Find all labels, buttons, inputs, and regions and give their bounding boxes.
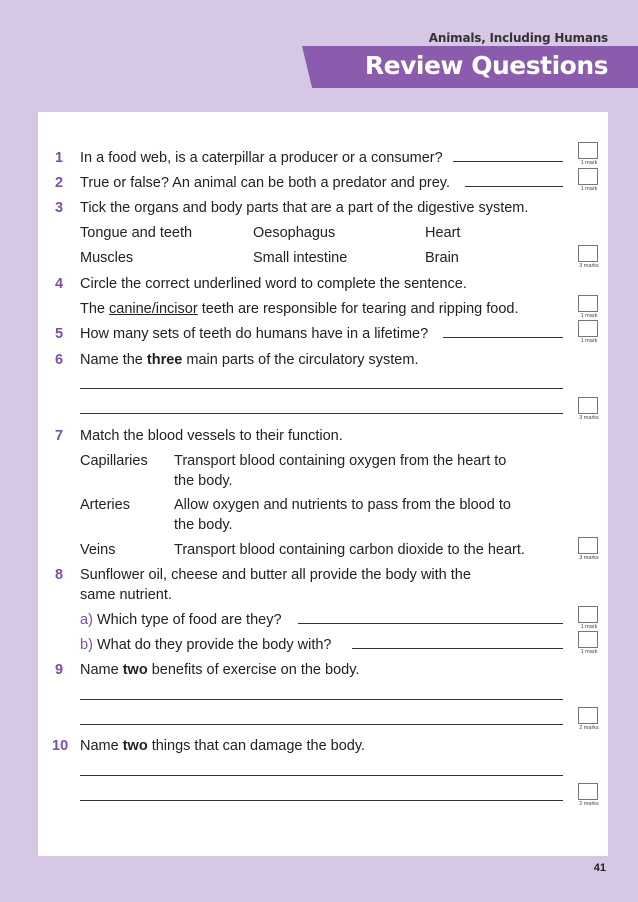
sub-question-a <box>80 611 282 629</box>
question-text: True or false? An animal can be both a predator and prey. <box>80 175 450 191</box>
vessel-arteries[interactable]: Arteries <box>80 497 130 513</box>
question-text: Tick the organs and body parts that are a part of the digestive system. <box>80 200 529 216</box>
question-number: 6 <box>55 352 64 368</box>
answer-line[interactable] <box>298 623 563 624</box>
answer-line[interactable] <box>453 161 563 162</box>
question-number: 8 <box>55 567 64 583</box>
page-number: 41 <box>593 862 606 874</box>
sub-label-b: b) <box>80 637 93 653</box>
question-text <box>80 351 418 369</box>
question-text <box>80 661 359 679</box>
question-text: Match the blood vessels to their function. <box>80 428 343 444</box>
mark-label: 3 marks <box>579 263 599 269</box>
mark-label: 2 marks <box>579 801 599 807</box>
option-oesophagus[interactable]: Oesophagus <box>253 225 336 241</box>
vessel-veins[interactable]: Veins <box>80 542 116 558</box>
question-number: 5 <box>55 326 64 342</box>
text-start: Name <box>80 662 123 678</box>
question-text: Circle the correct underlined word to complete the sentence. <box>80 276 467 292</box>
option-small-intestine[interactable]: Small intestine <box>253 250 348 266</box>
mark-label: 3 marks <box>579 555 599 561</box>
answer-line[interactable] <box>352 648 563 649</box>
option-heart[interactable]: Heart <box>425 225 461 241</box>
question-number: 2 <box>55 175 64 191</box>
word-choice[interactable]: canine/incisor <box>109 301 198 317</box>
answer-line[interactable] <box>80 800 563 801</box>
mark-box <box>578 320 598 337</box>
question-text <box>80 737 365 755</box>
sentence-start: The <box>80 301 110 317</box>
emphasis: two <box>122 738 148 754</box>
question-number: 7 <box>55 428 64 444</box>
page-title: Review Questions <box>364 51 608 80</box>
answer-line[interactable] <box>80 775 563 776</box>
mark-box <box>578 168 598 185</box>
mark-label: 2 marks <box>579 725 599 731</box>
option-muscles[interactable]: Muscles <box>80 250 134 266</box>
mark-box <box>578 142 598 159</box>
answer-line[interactable] <box>80 724 563 725</box>
text-start: Name <box>80 738 123 754</box>
mark-box <box>578 397 598 414</box>
emphasis: two <box>122 662 148 678</box>
mark-label: 1 mark <box>580 624 598 630</box>
mark-box <box>578 606 598 623</box>
text-end: benefits of exercise on the body. <box>147 662 360 678</box>
option-tongue-and-teeth[interactable]: Tongue and teeth <box>80 225 193 241</box>
sentence-end: teeth are responsible for tearing and ripping food. <box>197 301 519 317</box>
mark-box <box>578 295 598 312</box>
text-start: Name the <box>80 352 147 368</box>
answer-line[interactable] <box>465 186 563 187</box>
answer-line[interactable] <box>80 388 563 389</box>
emphasis: three <box>146 352 183 368</box>
mark-label: 3 marks <box>579 415 599 421</box>
question-number: 1 <box>55 150 64 166</box>
option-brain[interactable]: Brain <box>425 250 459 266</box>
function-2-line-2: the body. <box>174 517 233 533</box>
answer-line[interactable] <box>80 413 563 414</box>
function-2-line-1[interactable]: Allow oxygen and nutrients to pass from the blood to <box>174 497 511 513</box>
mark-label: 1 mark <box>580 186 598 192</box>
mark-label: 1 mark <box>580 338 598 344</box>
question-text-line-1: Sunflower oil, cheese and butter all provide the body with the <box>80 567 471 583</box>
question-text: How many sets of teeth do humans have in a lifetime? <box>80 326 429 342</box>
question-text: In a food web, is a caterpillar a producer or a consumer? <box>80 150 443 166</box>
question-text-line-2: same nutrient. <box>80 587 172 603</box>
answer-line[interactable] <box>443 337 563 338</box>
answer-line[interactable] <box>80 699 563 700</box>
text-end: main parts of the circulatory system. <box>182 352 419 368</box>
mark-label: 1 mark <box>580 313 598 319</box>
mark-box <box>578 537 598 554</box>
question-number: 9 <box>55 662 64 678</box>
question-number: 3 <box>55 200 64 216</box>
sentence <box>80 300 519 318</box>
text-end: things that can damage the body. <box>147 738 366 754</box>
sub-text-b: What do they provide the body with? <box>96 637 332 653</box>
mark-box <box>578 631 598 648</box>
mark-box <box>578 783 598 800</box>
vessel-capillaries[interactable]: Capillaries <box>80 453 148 469</box>
mark-box <box>578 245 598 262</box>
mark-box <box>578 707 598 724</box>
subject-heading: Animals, Including Humans <box>428 31 608 45</box>
question-number: 10 <box>52 738 69 754</box>
function-3[interactable]: Transport blood containing carbon dioxide to the heart. <box>174 542 525 558</box>
sub-question-b <box>80 636 332 654</box>
function-1-line-2: the body. <box>174 473 233 489</box>
function-1-line-1[interactable]: Transport blood containing oxygen from the heart to <box>174 453 507 469</box>
question-number: 4 <box>55 276 64 292</box>
sub-text-a: Which type of food are they? <box>96 612 282 628</box>
sub-label-a: a) <box>80 612 93 628</box>
mark-label: 1 mark <box>580 160 598 166</box>
mark-label: 1 mark <box>580 649 598 655</box>
